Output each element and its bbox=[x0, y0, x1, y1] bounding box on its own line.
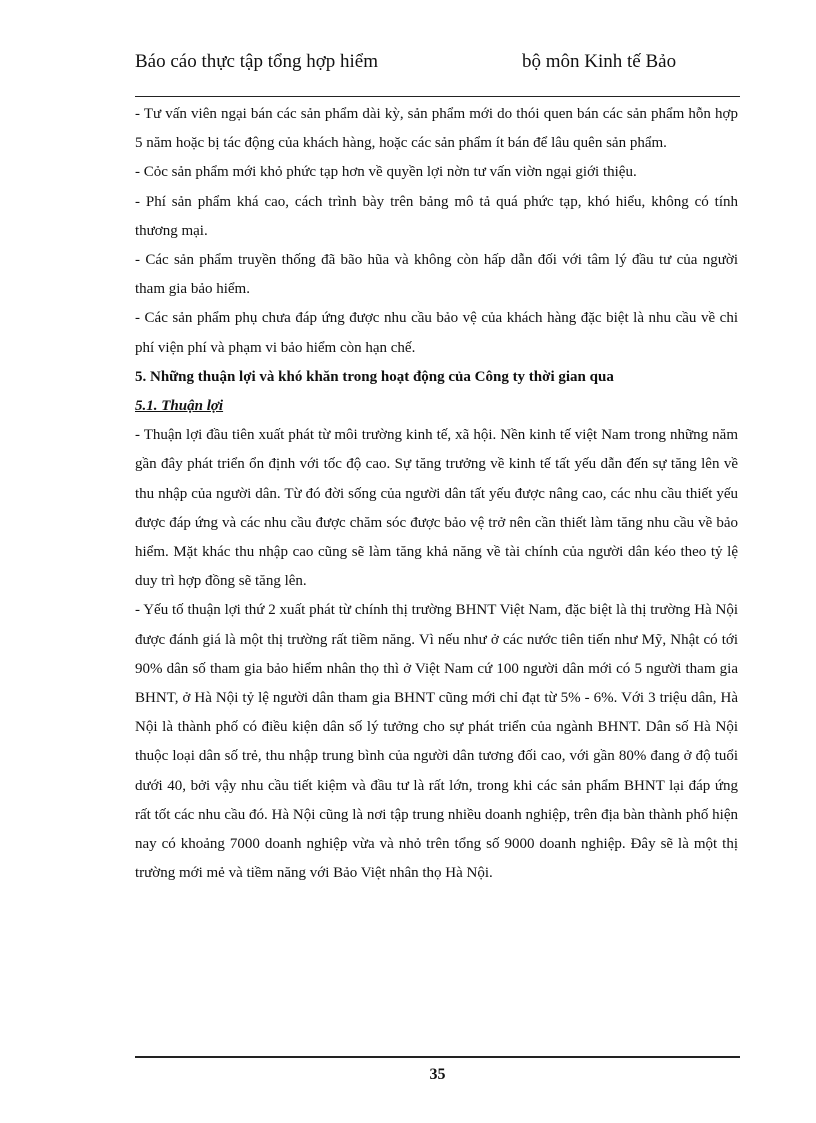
document-body bbox=[135, 100, 738, 888]
page-number: 35 bbox=[429, 1066, 446, 1083]
footer-divider bbox=[135, 1056, 740, 1058]
section-heading: 5. Những thuận lợi và khó khăn trong hoạt động của Công ty thời gian qua bbox=[135, 368, 614, 385]
header-divider bbox=[135, 96, 740, 97]
paragraph-riders-limited: - Các sản phẩm phụ chưa đáp ứng được nhu cầu bảo vệ của khách hàng đặc biệt là nhu cầu về chi phí viện phí và phạm vi bảo hiểm còn hạn chế. bbox=[135, 310, 738, 356]
header-department: bộ môn Kinh tế Bảo bbox=[522, 51, 677, 72]
page-header bbox=[135, 50, 740, 95]
paragraph-high-premium: - Phí sản phẩm khá cao, cách trình bày trên bảng mô tả quá phức tạp, khó hiểu, không có tính thương mại. bbox=[135, 193, 738, 239]
paragraph-consultant-reluctance: - Tư vấn viên ngại bán các sản phẩm dài kỳ, sản phẩm mới do thói quen bán các sản phẩm hỗn hợp 5 năm hoặc bị tác động của khách hàng, hoặc các sản phẩm ít bán để lâu quên sản phẩm. bbox=[135, 106, 738, 152]
paragraph-economic-advantage: - Thuận lợi đầu tiên xuất phát từ môi trường kinh tế, xã hội. Nền kinh tế việt Nam trong những năm gần đây phát triển ổn định với tốc độ cao. Sự tăng trưởng về kinh tế tất yếu dẫn đến sự tăng lên về thu nhập của người dân. Từ đó đời sống của người dân tất yếu được nâng cao, các nhu cầu thiết yếu được đáp ứng và các nhu cầu được chăm sóc được bảo vệ trở nên cần thiết làm tăng nhu cầu về bảo hiểm. Mặt khác thu nhập cao cũng sẽ làm tăng khả năng về tài chính của người dân kéo theo tỷ lệ duy trì hợp đồng sẽ tăng lên. bbox=[135, 427, 738, 590]
paragraph-complex-products: - Cỏc sản phẩm mới khỏ phức tạp hơn về quyền lợi nờn tư vấn viờn ngại giới thiệu. bbox=[135, 164, 637, 181]
header-report-title: Báo cáo thực tập tổng hợp hiểm bbox=[135, 51, 379, 72]
subsection-heading: 5.1. Thuận lợi bbox=[135, 398, 224, 415]
paragraph-traditional-saturated: - Các sản phẩm truyền thống đã bão hũa và không còn hấp dẫn đối với tâm lý đầu tư của người tham gia bảo hiểm. bbox=[135, 252, 738, 298]
subsection-heading-wrap bbox=[135, 392, 738, 421]
paragraph-market-advantage: - Yếu tố thuận lợi thứ 2 xuất phát từ chính thị trường BHNT Việt Nam, đặc biệt là thị trường Hà Nội được đánh giá là một thị trường rất tiềm năng. Vì nếu như ở các nước tiên tiến như Mỹ, Nhật có tới 90% dân số tham gia bảo hiểm nhân thọ thì ở Việt Nam cứ 100 người dân mới có 5 người tham gia BHNT, ở Hà Nội tỷ lệ người dân tham gia BHNT cũng mới chỉ đạt từ 5% - 6%. Với 3 triệu dân, Hà Nội là thành phố có điều kiện dân số lý tưởng cho sự phát triển của ngành BHNT. Dân số Hà Nội thuộc loại dân số trẻ, thu nhập trung bình của người dân tương đối cao, với gần 80% đang ở độ tuổi dưới 40, bởi vậy nhu cầu tiết kiệm và đầu tư là rất lớn, trong khi các sản phẩm BHNT lại đáp ứng rất tốt các nhu cầu đó. Hà Nội cũng là nơi tập trung nhiều doanh nghiệp, trên địa bàn thành phố hiện nay có khoảng 7000 doanh nghiệp vừa và nhỏ trên tổng số 9000 doanh nghiệp. Đây sẽ là một thị trường mới mẻ và tiềm năng với Bảo Việt nhân thọ Hà Nội. bbox=[135, 602, 738, 882]
